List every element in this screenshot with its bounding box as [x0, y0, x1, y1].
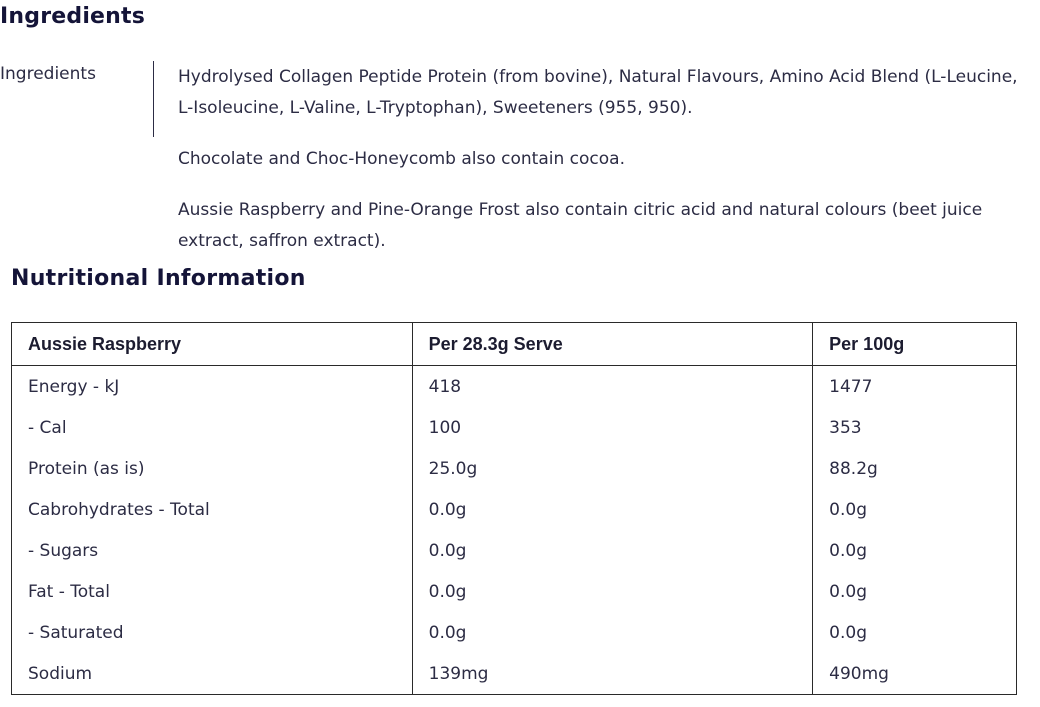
ingredients-label: Ingredients	[0, 64, 96, 84]
table-row	[12, 571, 1017, 612]
row-per-serve: 0.0g	[412, 530, 813, 571]
row-per-100g: 88.2g	[813, 448, 1017, 489]
header-flavour: Aussie Raspberry	[12, 323, 413, 366]
row-per-100g: 353	[813, 407, 1017, 448]
row-per-serve: 25.0g	[412, 448, 813, 489]
row-per-serve: 0.0g	[412, 612, 813, 653]
row-per-100g: 0.0g	[813, 571, 1017, 612]
row-per-100g: 1477	[813, 366, 1017, 408]
header-per-serve: Per 28.3g Serve	[412, 323, 813, 366]
row-per-100g: 0.0g	[813, 489, 1017, 530]
row-per-serve: 139mg	[412, 653, 813, 695]
row-nutrient: Protein (as is)	[28, 458, 145, 479]
row-per-serve: 418	[412, 366, 813, 408]
table-row	[12, 448, 1017, 489]
table-row	[12, 612, 1017, 653]
row-nutrient: Energy - kJ	[28, 376, 120, 397]
nutrition-heading: Nutritional Information	[11, 266, 306, 291]
ingredients-list-text: Hydrolysed Collagen Peptide Protein (from bovine), Natural Flavours, Amino Acid Blend (L-Leucine, L-Isoleucine, L-Valine, L-Tryptophan), Sweeteners (955, 950).	[178, 67, 1018, 118]
row-per-100g: 490mg	[813, 653, 1017, 695]
row-per-serve: 0.0g	[412, 571, 813, 612]
header-per-100g: Per 100g	[813, 323, 1017, 366]
table-header-row	[12, 323, 1017, 366]
row-nutrient: Cabrohydrates - Total	[28, 499, 210, 520]
row-per-serve: 0.0g	[412, 489, 813, 530]
table-row	[12, 407, 1017, 448]
table-row	[12, 489, 1017, 530]
table-row	[12, 653, 1017, 695]
row-per-serve: 100	[412, 407, 813, 448]
ingredients-divider	[153, 61, 154, 137]
colours-note: Aussie Raspberry and Pine-Orange Frost also contain citric acid and natural colours (beet juice extract, saffron extract).	[178, 200, 983, 251]
table-row	[12, 366, 1017, 408]
row-nutrient: - Cal	[28, 417, 67, 438]
ingredients-heading: Ingredients	[0, 4, 146, 29]
row-nutrient: - Saturated	[28, 622, 124, 643]
nutrition-table	[11, 322, 1017, 695]
cocoa-note: Chocolate and Choc-Honeycomb also contain cocoa.	[178, 149, 625, 169]
row-nutrient: Sodium	[28, 663, 93, 684]
table-row	[12, 530, 1017, 571]
row-nutrient: Fat - Total	[28, 581, 110, 602]
row-per-100g: 0.0g	[813, 530, 1017, 571]
row-per-100g: 0.0g	[813, 612, 1017, 653]
ingredients-body	[178, 62, 1038, 277]
row-nutrient: - Sugars	[28, 540, 99, 561]
